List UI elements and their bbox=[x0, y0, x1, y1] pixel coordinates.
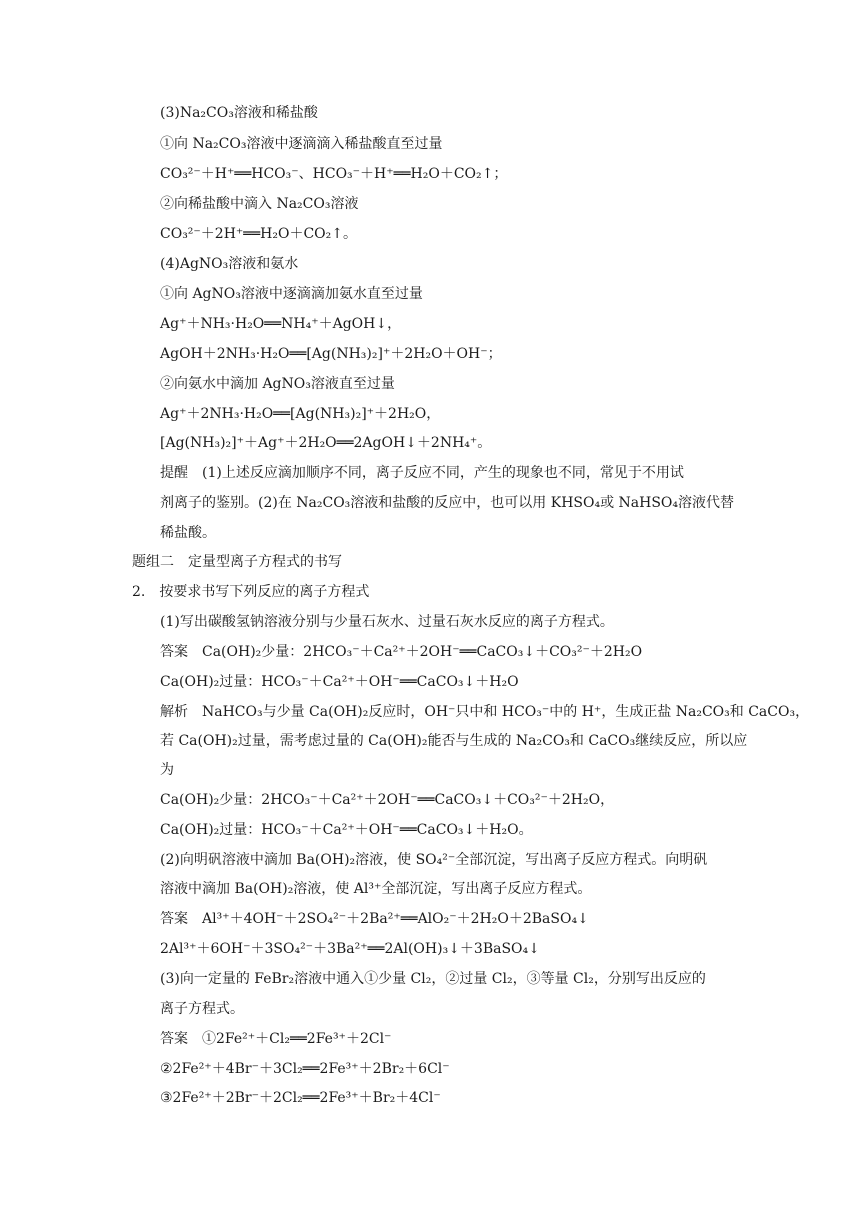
section-heading-3: (3)Na₂CO₃溶液和稀盐酸 bbox=[160, 105, 318, 121]
equation-line: Ag⁺＋NH₃·H₂O══NH₄⁺＋AgOH↓， bbox=[160, 316, 402, 332]
analysis-line: 若 Ca(OH)₂过量，需考虑过量的 Ca(OH)₂能否与生成的 Na₂CO₃和 CaCO₃继续反应，所以应 bbox=[160, 733, 748, 749]
text-line: (3)向一定量的 FeBr₂溶液中通入①少量 Cl₂，②过量 Cl₂，③等量 Cl₂，分别写出反应的 bbox=[160, 971, 706, 987]
question-title: 2. 按要求书写下列反应的离子方程式 bbox=[132, 584, 370, 600]
equation-line: AgOH＋2NH₃·H₂O══[Ag(NH₃)₂]⁺＋2H₂O＋OH⁻； bbox=[160, 346, 502, 362]
equation-line: Ca(OH)₂过量：HCO₃⁻＋Ca²⁺＋OH⁻══CaCO₃↓＋H₂O。 bbox=[160, 822, 533, 838]
text-line: ①向 Na₂CO₃溶液中逐滴滴入稀盐酸直至过量 bbox=[160, 136, 443, 152]
equation-line: Ag⁺＋2NH₃·H₂O══[Ag(NH₃)₂]⁺＋2H₂O， bbox=[160, 406, 441, 422]
text-line: 溶液中滴加 Ba(OH)₂溶液，使 Al³⁺全部沉淀，写出离子反应方程式。 bbox=[160, 881, 592, 897]
equation-line: CO₃²⁻＋H⁺══HCO₃⁻、HCO₃⁻＋H⁺══H₂O＋CO₂↑； bbox=[160, 166, 508, 182]
analysis-line: 为 bbox=[160, 762, 174, 778]
text-line: (1)写出碳酸氢钠溶液分别与少量石灰水、过量石灰水反应的离子方程式。 bbox=[160, 614, 614, 630]
equation-line: Ca(OH)₂少量：2HCO₃⁻＋Ca²⁺＋2OH⁻══CaCO₃↓＋CO₃²⁻＋2H₂O， bbox=[160, 792, 615, 808]
answer-line: 答案 ①2Fe²⁺＋Cl₂══2Fe³⁺＋2Cl⁻ bbox=[160, 1031, 392, 1047]
text-line: 离子方程式。 bbox=[160, 1001, 244, 1017]
note-line: 提醒 (1)上述反应滴加顺序不同，离子反应不同，产生的现象也不同，常见于不用试 bbox=[160, 465, 684, 481]
analysis-line: 解析 NaHCO₃与少量 Ca(OH)₂反应时，OH⁻只中和 HCO₃⁻中的 H⁺，生成正盐 Na₂CO₃和 CaCO₃， bbox=[160, 704, 810, 720]
answer-line: 答案 Al³⁺＋4OH⁻＋2SO₄²⁻＋2Ba²⁺══AlO₂⁻＋2H₂O＋2BaSO₄↓ bbox=[160, 911, 589, 927]
answer-line: ③2Fe²⁺＋2Br⁻＋2Cl₂══2Fe³⁺＋Br₂＋4Cl⁻ bbox=[160, 1090, 441, 1106]
note-line: 稀盐酸。 bbox=[160, 525, 216, 541]
note-line: 剂离子的鉴别。(2)在 Na₂CO₃溶液和盐酸的反应中，也可以用 KHSO₄或 NaHSO₄溶液代替 bbox=[160, 495, 735, 511]
answer-line: 答案 Ca(OH)₂少量：2HCO₃⁻＋Ca²⁺＋2OH⁻══CaCO₃↓＋CO₃²⁻＋2H₂O bbox=[160, 644, 643, 660]
section-heading-4: (4)AgNO₃溶液和氨水 bbox=[160, 256, 299, 272]
equation-line: CO₃²⁻＋2H⁺══H₂O＋CO₂↑。 bbox=[160, 226, 357, 242]
group-heading: 题组二 定量型离子方程式的书写 bbox=[132, 554, 342, 570]
answer-line: 2Al³⁺＋6OH⁻＋3SO₄²⁻＋3Ba²⁺══2Al(OH)₃↓＋3BaSO₄↓ bbox=[160, 941, 540, 957]
text-line: ①向 AgNO₃溶液中逐滴滴加氨水直至过量 bbox=[160, 286, 423, 302]
text-line: ②向稀盐酸中滴入 Na₂CO₃溶液 bbox=[160, 196, 359, 212]
equation-line: [Ag(NH₃)₂]⁺＋Ag⁺＋2H₂O══2AgOH↓＋2NH₄⁺。 bbox=[160, 435, 492, 451]
answer-line: ②2Fe²⁺＋4Br⁻＋3Cl₂══2Fe³⁺＋2Br₂＋6Cl⁻ bbox=[160, 1061, 450, 1077]
text-line: (2)向明矾溶液中滴加 Ba(OH)₂溶液，使 SO₄²⁻全部沉淀，写出离子反应方程式。向明矾 bbox=[160, 852, 708, 868]
text-line: ②向氨水中滴加 AgNO₃溶液直至过量 bbox=[160, 376, 395, 392]
answer-line: Ca(OH)₂过量：HCO₃⁻＋Ca²⁺＋OH⁻══CaCO₃↓＋H₂O bbox=[160, 674, 519, 690]
